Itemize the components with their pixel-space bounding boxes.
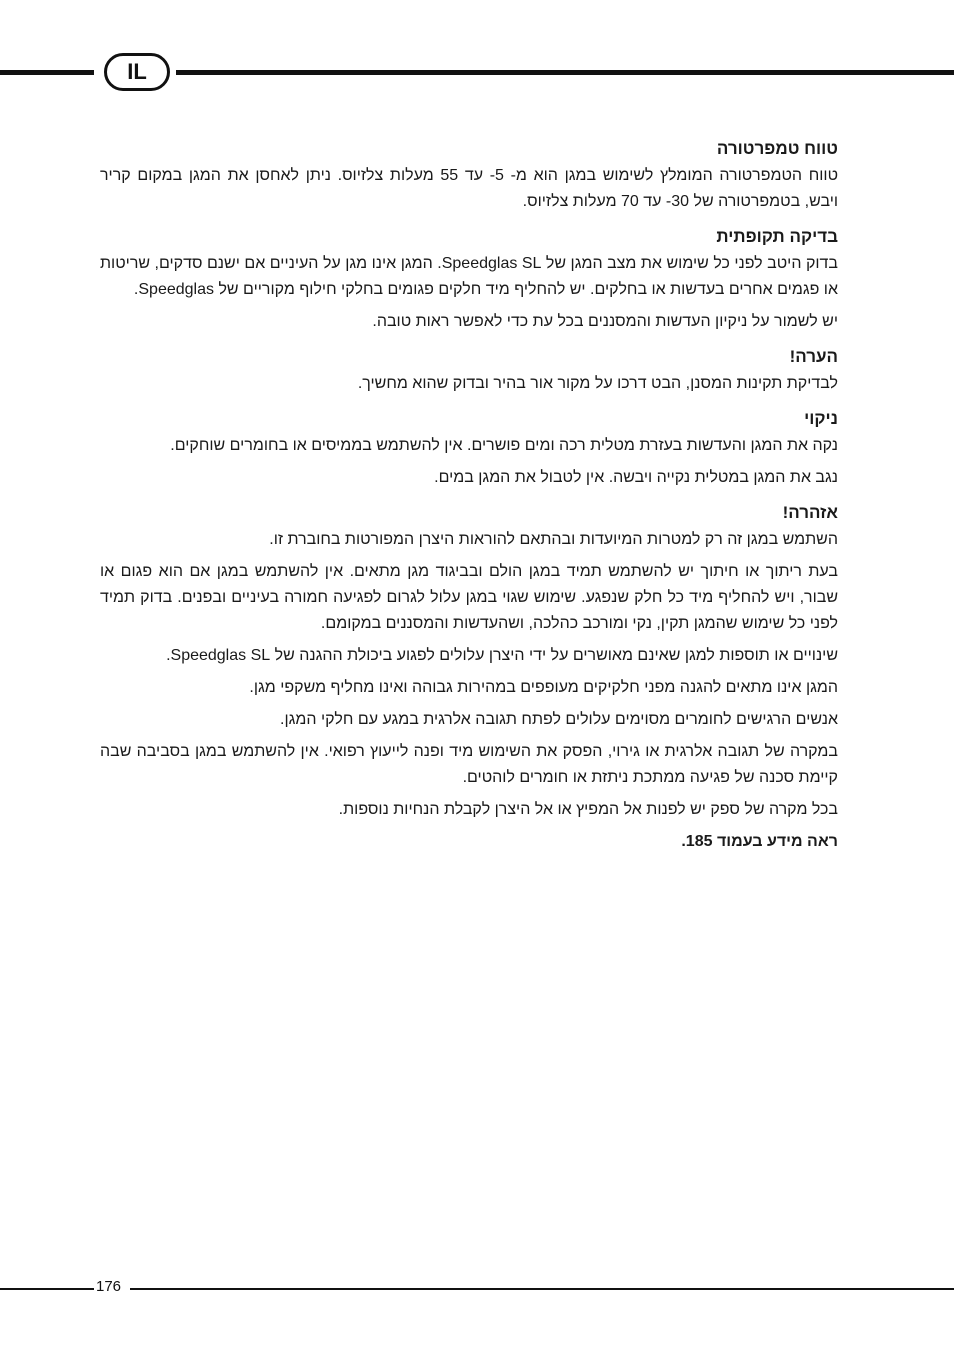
section-paragraph: אנשים הרגישים לחומרים מסוימים עלולים לפתח תגובה אלרגית במגע עם חלקי המגן.	[280, 711, 838, 728]
section-paragraph: שינויים או תוספות למגן שאינם מאושרים על ידי היצרן עלולים לפגוע ביכולת ההגנה של Speedglas SL.	[166, 647, 838, 664]
section-warning	[100, 499, 838, 855]
section-paragraph: השתמש במגן זה רק למטרות המיועדות ובהתאם להוראות היצרן המפורטות בחוברת זו.	[269, 531, 838, 548]
section-paragraph: יש לשמור על ניקיון העדשות והמסננים בכל עת כדי לאפשר ראות טובה.	[372, 313, 838, 330]
section-heading: ניקוי	[804, 409, 838, 428]
section-heading: הערה!	[789, 347, 838, 366]
page-number: 176	[96, 1278, 122, 1295]
section-paragraph: המגן אינו מתאים להגנה מפני חלקיקים מעופפים במהירות גבוהה ואינו מחליף משקפי מגן.	[249, 679, 838, 696]
section-paragraph: נגב את המגן במטלית נקייה ויבשה. אין לטבול את המגן במים.	[434, 469, 838, 486]
section-inspection	[100, 223, 838, 335]
header-rule-right	[176, 70, 954, 75]
section-paragraph: נקה את המגן והעדשות בעזרת מטלית רכה ומים פושרים. אין להשתמש בממיסים או בחומרים שוחקים.	[170, 437, 838, 454]
page-reference-note: ראה מידע בעמוד 185.	[681, 833, 838, 850]
section-paragraph: במקרה של תגובה אלרגית או גירוי, הפסק את השימוש מיד ופנה לייעוץ רפואי. אין להשתמש במגן בסביבה שבה קיימת סכנה של פגיעה ממתכת ניתזת או חומרים לוהטים.	[100, 743, 838, 786]
country-badge: IL	[104, 53, 170, 91]
section-paragraph: לבדיקת תקינות המסנן, הבט דרכו על מקור אור בהיר ובדוק שהוא מחשיך.	[357, 375, 838, 392]
manual-content	[100, 135, 838, 863]
section-heading: בדיקה תקופתית	[716, 227, 838, 246]
section-paragraph: טווח הטמפרטורה המומלץ לשימוש במגן הוא מ- 5- עד 55 מעלות צלזיוס. ניתן לאחסן את המגן במקום קריר ויבש, בטמפרטורה של 30- עד 70 מעלות צלזיוס.	[100, 167, 839, 210]
section-temperature	[100, 135, 838, 215]
section-cleaning	[100, 405, 838, 491]
section-paragraph: בדוק היטב לפני כל שימוש את מצב המגן של Speedglas SL. המגן אינו מגן על העיניים אם ישנם סדקים, שריטות או פגמים אחרים בעדשות או בחלקים. יש להחליף מיד חלקים פגומים בחלקי חילוף מקוריים של Speedglas.	[100, 255, 838, 298]
footer-rule-right	[130, 1288, 954, 1290]
section-heading: אזהרה!	[782, 503, 838, 522]
section-note	[100, 343, 838, 397]
section-paragraph: בכל מקרה של ספק יש לפנות אל המפיץ או אל היצרן לקבלת הנחיות נוספות.	[338, 801, 838, 818]
header-rule-left	[0, 70, 94, 75]
section-heading: טווח טמפרטורה	[716, 139, 838, 158]
section-paragraph: בעת ריתוך או חיתוך יש להשתמש תמיד במגן הולם ובביגוד מגן מתאים. אין להשתמש במגן אם הוא פגום או שבור, ויש להחליף מיד כל חלק שנפגע. שימוש שגוי במגן עלול לגרום לפגיעה חמורה בעיניים ובפנים. בדוק תמיד לפני כל שימוש שהמגן תקין, נקי ומורכב כהלכה, ושהעדשות והמסננים במקומם.	[100, 563, 838, 632]
footer-rule-left	[0, 1288, 94, 1290]
